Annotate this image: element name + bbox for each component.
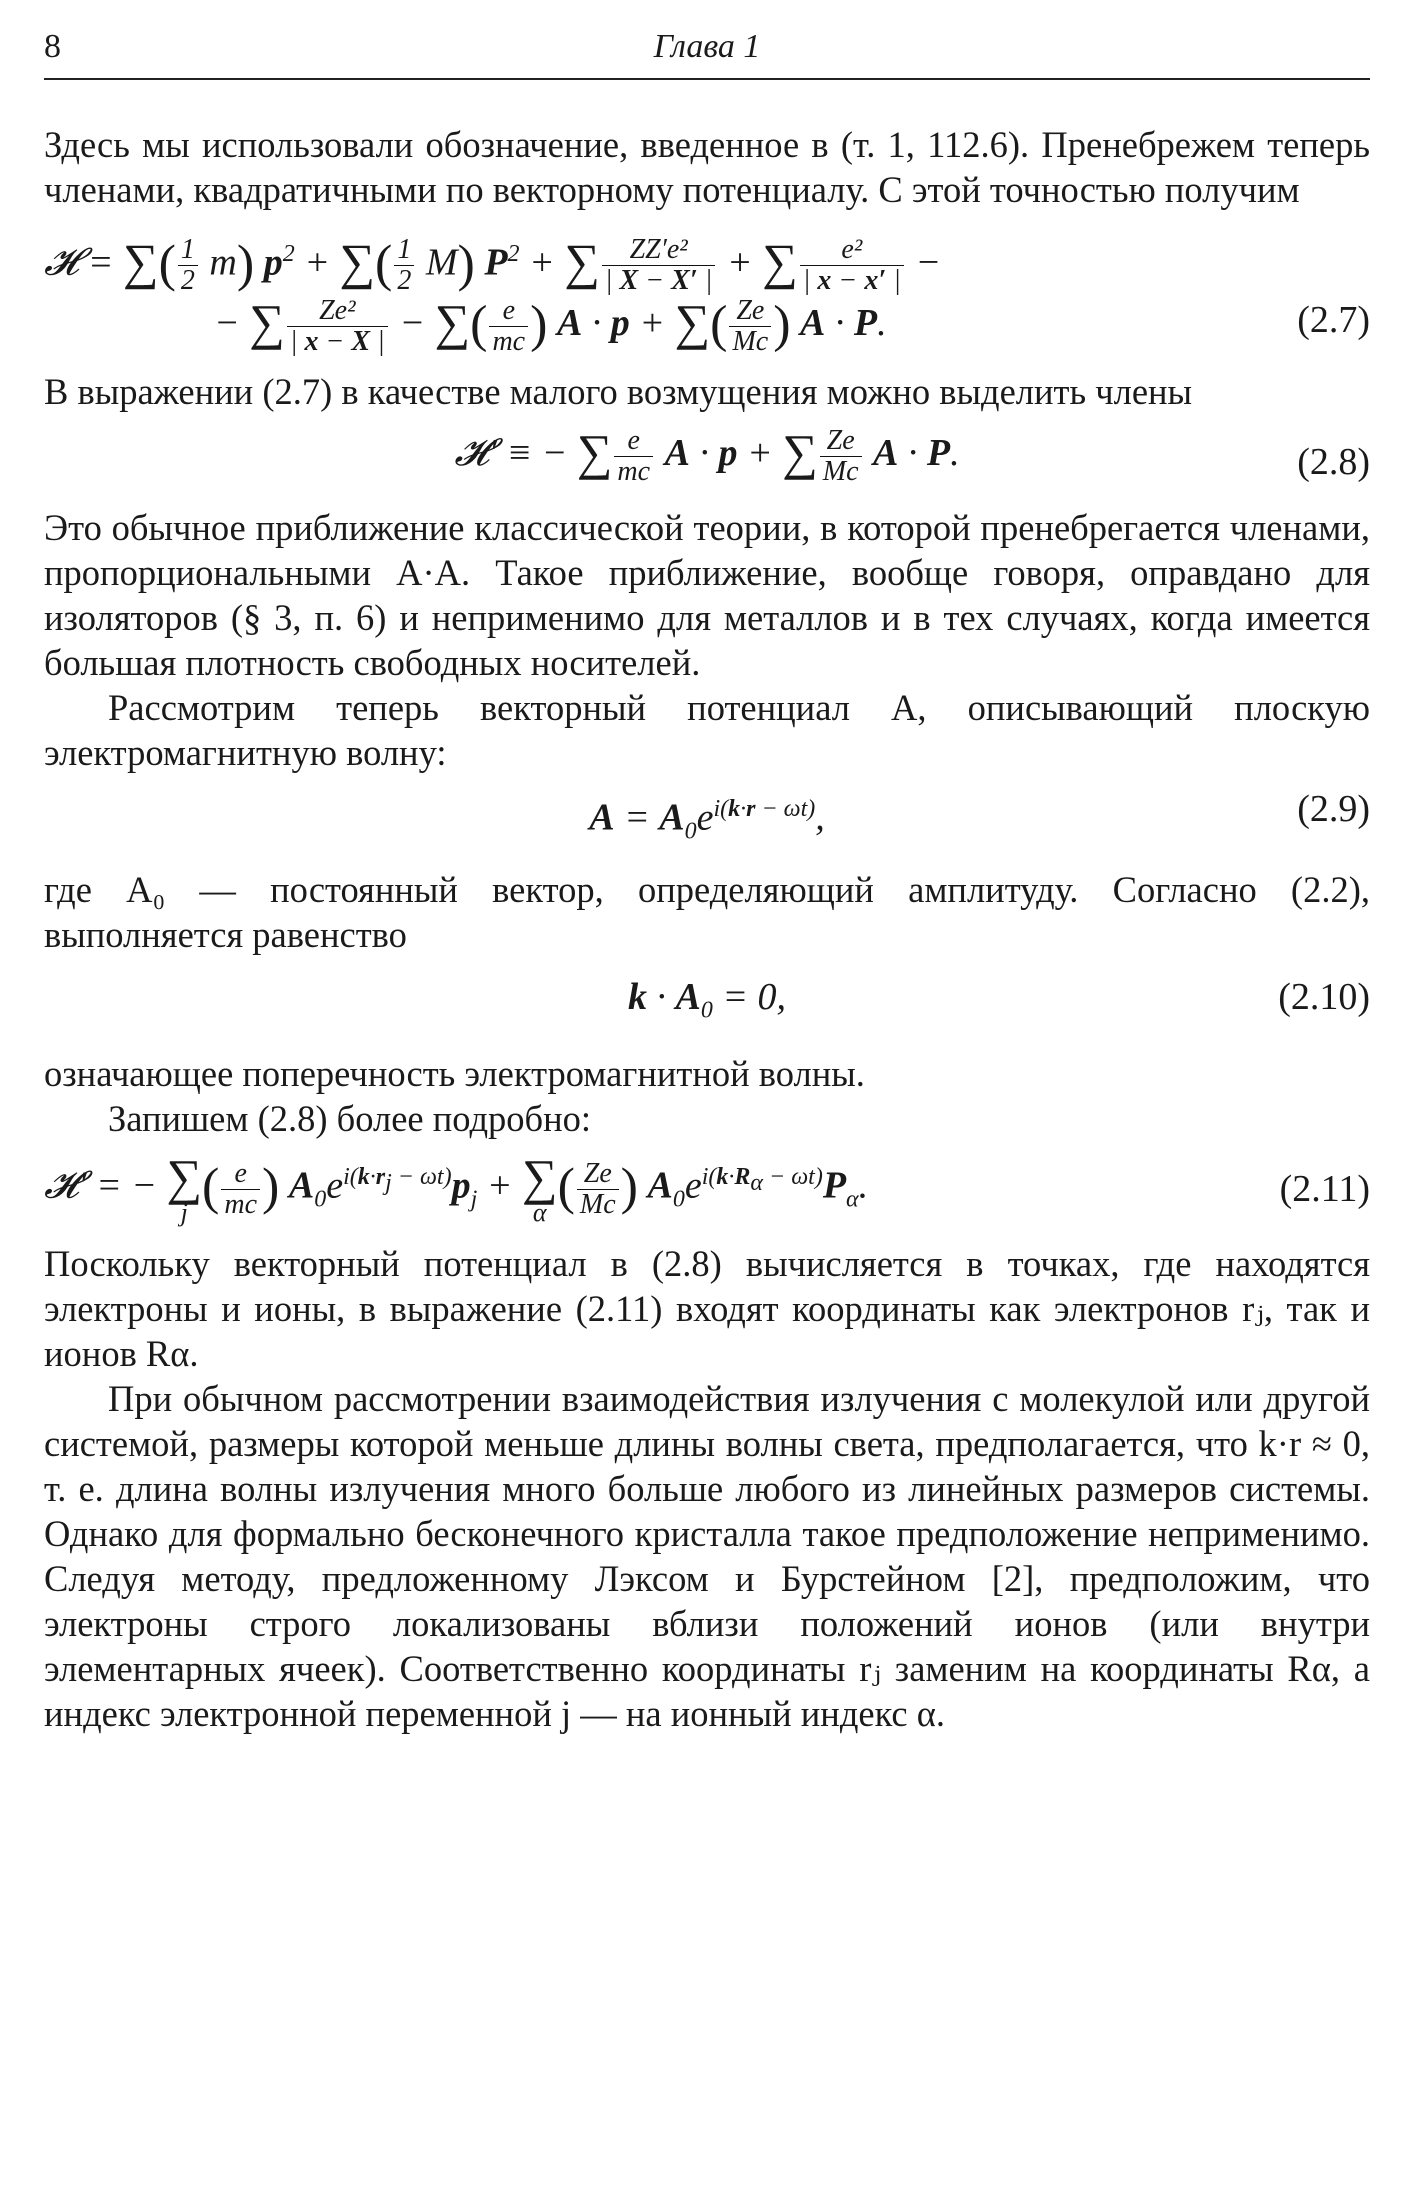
equation-tag-2-11: (2.11) [1279, 1168, 1370, 1211]
equation-2-7: 𝓗 = ∑( $\frac{1}{2}$ m) $p^2$ + ∑( $\frac{1}{2}$ M) $P^2$ + ∑ $\frac{\text{ZZ′e²}}{| X - X' |}$ + ∑ $\frac{\text{e²}}{| x - x' |}$ − − ∑ $\frac{\text{Ze²}}{| x - X |}$ − ∑( $\frac{e}{mc}$ ) A · p + ∑( $\frac{Ze}{Mc}$ ) A · P. (2.7) [44, 233, 1370, 358]
paragraph-5: где A₀ — постоянный вектор, определяющий амплитуду. Согласно (2.2), выполняется равенство [44, 868, 1370, 955]
paragraph-4: Рассмотрим теперь векторный потенциал A, описывающий плоскую электромагнитную волну: [44, 687, 1370, 774]
paragraph-9: При обычном рассмотрении взаимодействия излучения с молекулой или другой системой, размеры которой меньше длины волны света, предполагается, что k·r ≈ 0, т. е. длина волны излучения много больше любого из линейных размеров системы. Однако для формально бесконечного кристалла такое предположение неприменимо. Следуя методу, предложенному Лэксом и Бурстейном [2], предположим, что электроны строго локализованы вблизи положений ионов (или внутри элементарных ячеек). Соответственно координаты rⱼ заменим на координаты Rα, а индекс электронной переменной j — на ионный индекс α. [44, 1378, 1370, 1735]
paragraph-1: Здесь мы использовали обозначение, введенное в (т. 1, 112.6). Пренебрежем теперь членами, квадратичными по векторному потенциалу. С этой точностью получим [44, 124, 1370, 210]
paragraph-3: Это обычное приближение классической теории, в которой пренебрегается членами, пропорциональными A·A. Такое приближение, вообще говоря, оправдано для изоляторов (§ 3, п. 6) и неприменимо для металлов и в тех случаях, когда имеется большая плотность свободных носителей. [44, 507, 1370, 684]
page [44, 22, 1370, 1735]
paragraph-2: В выражении (2.7) в качестве малого возмущения можно выделить члены [44, 371, 1193, 413]
equation-tag-2-7: (2.7) [1297, 299, 1370, 342]
equation-tag-2-10: (2.10) [1278, 975, 1370, 1018]
paragraph-6: означающее поперечность электромагнитной волны. [44, 1053, 865, 1095]
header-rule [44, 78, 1370, 80]
equation-2-10: $k \cdot A_0 = 0$, (2.10) [627, 975, 1370, 1024]
equation-2-11: 𝓗′ = − ∑ j ( $\frac{e}{mc}$ ) $A_0e^{i(k\cdot r_j - \omega t)}p_j$ + ∑ α ( $\frac{Ze}{Mc}$ ) $A_0e^{i(k\cdot R_\alpha - \omega t)}P_\alpha$. (2.11) [44, 1149, 1370, 1228]
equation-tag-2-9: (2.9) [1297, 788, 1370, 831]
chapter-title: Глава 1 [653, 28, 761, 65]
paragraph-7: Запишем (2.8) более подробно: [108, 1098, 592, 1140]
equation-2-8: 𝓗′ ≡ − ∑ $\frac{e}{mc}$ A · p + ∑ $\frac{Ze}{Mc}$ A · P. (2.8) [454, 424, 1370, 488]
equation-tag-2-8: (2.8) [1297, 441, 1370, 484]
page-number: 8 [44, 28, 61, 65]
equation-2-9: $A = A_0e^{i(k\cdot r - \omega t)}$, (2.9) [589, 788, 1370, 845]
paragraph-8: Поскольку векторный потенциал в (2.8) вычисляется в точках, где находятся электроны и ионы, в выражение (2.11) входят координаты как электронов rⱼ, так и ионов Rα. [44, 1243, 1370, 1375]
body-text [44, 122, 1370, 1736]
running-head [44, 22, 1370, 72]
